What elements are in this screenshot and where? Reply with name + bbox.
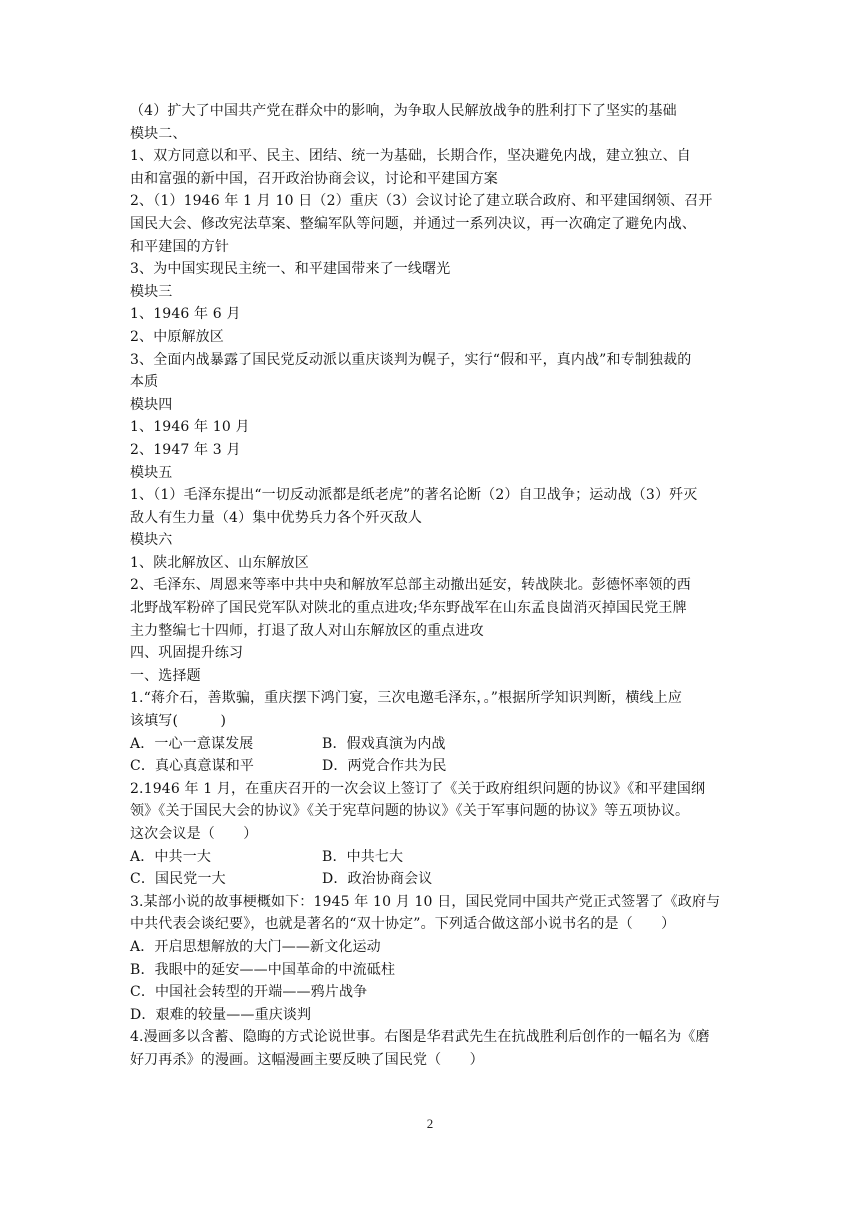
text-line: 模块五 xyxy=(130,464,173,481)
text-line: 主力整编七十四师，打退了敌人对山东解放区的重点进攻 xyxy=(130,622,484,639)
option-row xyxy=(130,846,736,869)
text-line: 1、（1）毛泽东提出“一切反动派都是纸老虎”的著名论断（2）自卫战争；运动战（3）歼灭 xyxy=(130,487,698,504)
option-row xyxy=(130,755,736,778)
text-line: 一、选择题 xyxy=(130,667,201,684)
text-line: 3、为中国实现民主统一、和平建国带来了一线曙光 xyxy=(130,261,451,278)
page-number: 2 xyxy=(426,1116,434,1131)
text-line: 2、毛泽东、周恩来等率中共中央和解放军总部主动撤出延安，转战陕北。彭德怀率领的西 xyxy=(130,577,691,594)
option-row xyxy=(130,868,736,891)
option-c: C．真心真意谋和平 xyxy=(130,758,255,775)
option-a: A．中共一大 xyxy=(130,848,212,865)
text-line: 3、全面内战暴露了国民党反动派以重庆谈判为幌子，实行“假和平，真内战”和专制独裁的 xyxy=(130,351,692,368)
option-c: C．国民党一大 xyxy=(130,871,226,888)
text-line: 由和富强的新中国，召开政治协商会议，讨论和平建国方案 xyxy=(130,170,498,187)
question-4 xyxy=(130,1026,736,1071)
option-b: B．我眼中的延安——中国革命的中流砥柱 xyxy=(130,961,396,978)
text-line: 模块三 xyxy=(130,283,173,300)
question-stem: 该填写( ) xyxy=(130,713,227,730)
text-line: 1、陕北解放区、山东解放区 xyxy=(130,554,309,571)
text-line: 模块六 xyxy=(130,532,173,549)
answer-key-section xyxy=(130,100,736,687)
text-line: （4）扩大了中国共产党在群众中的影响，为争取人民解放战争的胜利打下了坚实的基础 xyxy=(130,103,677,119)
option-d: D．艰难的较量——重庆谈判 xyxy=(130,1006,312,1023)
text-line: 本质 xyxy=(130,374,159,391)
question-stem: 4.漫画多以含蓄、隐晦的方式论说世事。右图是华君武先生在抗战胜利后创作的一幅名为《磨 xyxy=(130,1029,710,1046)
question-2 xyxy=(130,778,736,891)
option-c: C．中国社会转型的开端——鸦片战争 xyxy=(130,984,368,1001)
option-a: A．一心一意谋发展 xyxy=(130,735,254,752)
text-line: 模块四 xyxy=(130,396,173,413)
question-3 xyxy=(130,891,736,1027)
text-line: 1、1946 年 10 月 xyxy=(130,419,250,436)
option-a: A．开启思想解放的大门——新文化运动 xyxy=(130,938,381,955)
question-stem: 1.“蒋介石，善欺骗，重庆摆下鸿门宴，三次电邀毛泽东，。”根据所学知识判断，横线上应 xyxy=(130,690,682,707)
text-line: 模块二、 xyxy=(130,125,187,142)
option-b: B．假戏真演为内战 xyxy=(322,735,446,752)
question-1 xyxy=(130,687,736,777)
question-stem: 这次会议是（ ） xyxy=(130,826,258,842)
option-d: D．两党合作共为民 xyxy=(322,758,447,775)
text-line: 2、中原解放区 xyxy=(130,328,224,345)
question-stem: 中共代表会谈纪要》，也就是著名的“双十协定”。下列适合做这部小说书名的是（ ） xyxy=(130,916,676,933)
text-line: 1、双方同意以和平、民主、团结、统一为基础，长期合作，坚决避免内战，建立独立、自 xyxy=(130,148,691,165)
question-stem: 3.某部小说的故事梗概如下：1945 年 10 月 10 日，国民党同中国共产党正式签署了《政府与 xyxy=(130,893,721,910)
text-line: 1、1946 年 6 月 xyxy=(130,306,241,323)
question-stem: 领》《关于国民大会的协议》《关于宪草问题的协议》《关于军事问题的协议》等五项协议。 xyxy=(130,803,690,820)
option-row xyxy=(130,733,736,756)
text-line: 2、（1）1946 年 1 月 10 日（2）重庆（3）会议讨论了建立联合政府、和平建国纲领、召开 xyxy=(130,193,713,210)
text-line: 四、巩固提升练习 xyxy=(130,645,244,662)
question-stem: 好刀再杀》的漫画。这幅漫画主要反映了国民党（ ） xyxy=(130,1051,484,1068)
text-line: 敌人有生力量（4）集中优势兵力各个歼灭敌人 xyxy=(130,509,423,526)
option-b: B．中共七大 xyxy=(322,848,404,865)
text-line: 国民大会、修改宪法草案、整编军队等问题，并通过一系列决议，再一次确定了避免内战、 xyxy=(130,215,696,232)
text-line: 2、1947 年 3 月 xyxy=(130,441,241,458)
text-line: 北野战军粉碎了国民党军队对陕北的重点进攻;华东野战军在山东孟良崮消灭掉国民党王牌 xyxy=(130,600,687,617)
text-line: 和平建国的方针 xyxy=(130,238,230,255)
document-body xyxy=(130,100,736,1072)
option-d: D．政治协商会议 xyxy=(322,871,433,888)
question-stem: 2.1946 年 1 月，在重庆召开的一次会议上签订了《关于政府组织问题的协议》《和平建国纲 xyxy=(130,780,706,797)
